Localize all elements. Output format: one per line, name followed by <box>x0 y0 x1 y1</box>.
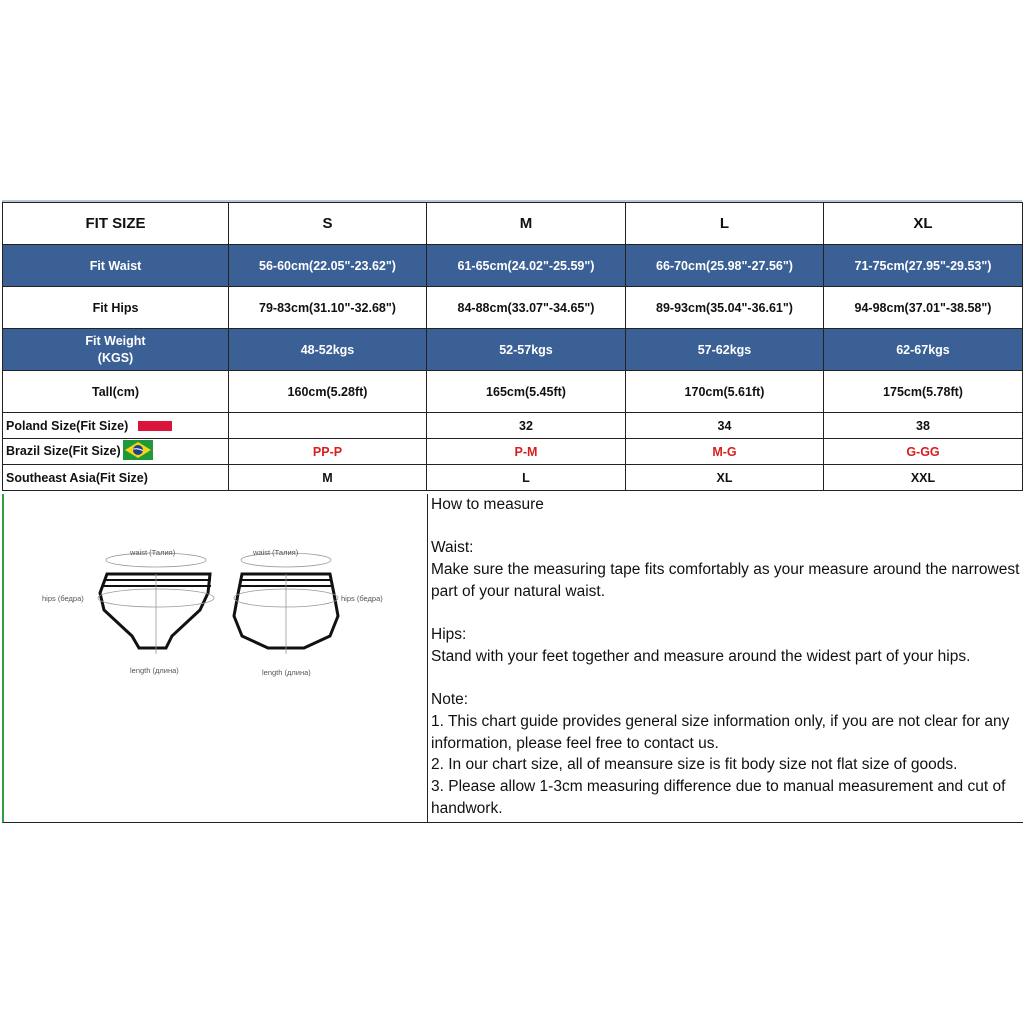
poland-flag-icon <box>138 421 172 431</box>
front-brief-outline <box>100 574 211 648</box>
cell: 52-57kgs <box>427 329 626 371</box>
cell: 170cm(5.61ft) <box>626 371 824 413</box>
front-waist-label: waist (Талия) <box>130 548 176 557</box>
table-row <box>3 465 1023 491</box>
row-label-tall: Tall(cm) <box>3 371 229 413</box>
brazil-flag-icon <box>123 440 153 463</box>
note-1: 1. This chart guide provides general size information only, if you are not clear for any information, please feel free to contact us. <box>431 712 1010 752</box>
cell: 57-62kgs <box>626 329 824 371</box>
waist-heading: Waist: <box>431 539 474 557</box>
cell: PP-P <box>229 439 427 465</box>
fit-weight-label: Fit Weight (KGS) <box>85 333 146 365</box>
note-3: 3. Please allow 1-3cm measuring difference due to manual measurement and cut of handwork. <box>431 778 1006 817</box>
cell: 89-93cm(35.04"-36.61") <box>626 287 824 329</box>
cell: 61-65cm(24.02"-25.59") <box>427 245 626 287</box>
poland-label: Poland Size(Fit Size) <box>6 418 129 433</box>
cell: 79-83cm(31.10"-32.68") <box>229 287 427 329</box>
measure-section <box>2 494 1022 824</box>
row-label-fit-weight <box>3 329 229 371</box>
cell: 48-52kgs <box>229 329 427 371</box>
note-heading: Note: <box>431 691 469 709</box>
back-waist-label: waist (Талия) <box>253 548 299 557</box>
cell: 34 <box>626 413 824 439</box>
cell: 94-98cm(37.01"-38.58") <box>824 287 1023 329</box>
front-hips-label: hips (бедра) <box>42 594 84 603</box>
cell <box>229 413 427 439</box>
cell: 160cm(5.28ft) <box>229 371 427 413</box>
cell: P-M <box>427 439 626 465</box>
note-2: 2. In our chart size, all of meansure size is fit body size not flat size of goods. <box>431 756 958 774</box>
cell: 32 <box>427 413 626 439</box>
brazil-label: Brazil Size(Fit Size) <box>6 443 121 458</box>
header-xl: XL <box>824 203 1023 245</box>
table-row <box>3 413 1023 439</box>
underwear-diagram <box>4 494 428 822</box>
header-s: S <box>229 203 427 245</box>
size-table <box>2 202 1023 491</box>
hips-text: Stand with your feet together and measure around the widest part of your hips. <box>431 647 971 665</box>
cell: 165cm(5.45ft) <box>427 371 626 413</box>
cell: 56-60cm(22.05"-23.62") <box>229 245 427 287</box>
row-label-southeast-asia: Southeast Asia(Fit Size) <box>3 465 229 491</box>
cell: L <box>427 465 626 491</box>
row-label-poland <box>3 413 229 439</box>
cell: 66-70cm(25.98"-27.56") <box>626 245 824 287</box>
row-label-fit-waist: Fit Waist <box>3 245 229 287</box>
table-row <box>3 329 1023 371</box>
header-l: L <box>626 203 824 245</box>
cell: XL <box>626 465 824 491</box>
cell: M-G <box>626 439 824 465</box>
cell: 71-75cm(27.95"-29.53") <box>824 245 1023 287</box>
notes-title: How to measure <box>431 496 544 513</box>
cell: 84-88cm(33.07"-34.65") <box>427 287 626 329</box>
hips-heading: Hips: <box>431 626 467 644</box>
cell: M <box>229 465 427 491</box>
waist-text: Make sure the measuring tape fits comfortably as your measure around the narrowest part of your natural waist. <box>431 561 1020 600</box>
table-row <box>3 245 1023 287</box>
back-hips-label: hips (бедра) <box>341 594 383 603</box>
header-m: M <box>427 203 626 245</box>
front-length-label: length (длина) <box>130 666 179 675</box>
row-label-brazil <box>3 439 229 465</box>
table-header-row <box>3 203 1023 245</box>
cell: 175cm(5.78ft) <box>824 371 1023 413</box>
cell: G-GG <box>824 439 1023 465</box>
cell: 38 <box>824 413 1023 439</box>
table-row <box>3 287 1023 329</box>
cell: 62-67kgs <box>824 329 1023 371</box>
table-row <box>3 439 1023 465</box>
table-row <box>3 371 1023 413</box>
measure-diagram-cell <box>2 494 428 823</box>
cell: XXL <box>824 465 1023 491</box>
header-fit-size: FIT SIZE <box>3 203 229 245</box>
row-label-fit-hips: Fit Hips <box>3 287 229 329</box>
measure-notes <box>431 494 1021 820</box>
measure-notes-cell <box>427 494 1023 823</box>
back-length-label: length (длина) <box>262 668 311 677</box>
